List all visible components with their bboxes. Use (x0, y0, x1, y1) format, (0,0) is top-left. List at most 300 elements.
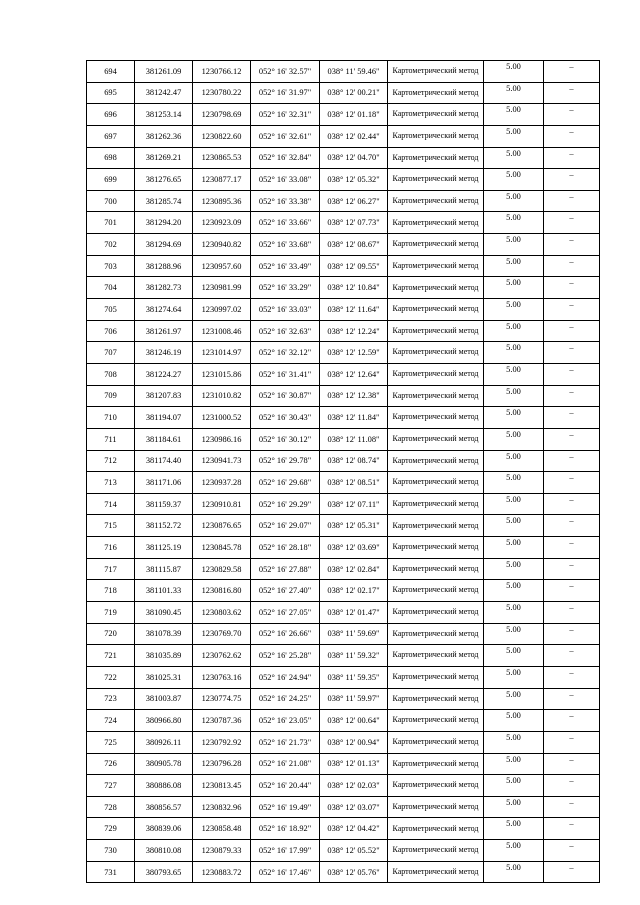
coord-x-cell: 380839.06 (135, 818, 193, 840)
table-row (87, 515, 600, 537)
precision-cell: 5.00 (484, 688, 544, 710)
method-cell: Картометрический метод (388, 645, 484, 667)
table-row (87, 731, 600, 753)
precision-cell: 5.00 (484, 450, 544, 472)
latitude-cell: 052° 16' 33.29" (251, 277, 320, 299)
coord-x-cell: 381246.19 (135, 342, 193, 364)
coord-y-cell: 1230937.28 (193, 472, 251, 494)
coord-y-cell: 1230822.60 (193, 125, 251, 147)
longitude-cell: 038° 12' 11.64" (320, 299, 388, 321)
coord-y-cell: 1231014.97 (193, 342, 251, 364)
table-body (87, 61, 600, 883)
dash-cell: – (544, 169, 600, 191)
longitude-cell: 038° 12' 05.31" (320, 515, 388, 537)
longitude-cell: 038° 12' 04.70" (320, 147, 388, 169)
longitude-cell: 038° 12' 02.84" (320, 558, 388, 580)
latitude-cell: 052° 16' 17.99" (251, 840, 320, 862)
longitude-cell: 038° 12' 00.94" (320, 731, 388, 753)
latitude-cell: 052° 16' 21.73" (251, 731, 320, 753)
longitude-cell: 038° 12' 12.38" (320, 385, 388, 407)
method-cell: Картометрический метод (388, 104, 484, 126)
dash-cell: – (544, 753, 600, 775)
dash-cell: – (544, 775, 600, 797)
coord-x-cell: 381194.07 (135, 407, 193, 429)
method-cell: Картометрический метод (388, 147, 484, 169)
point-number-cell: 714 (87, 493, 135, 515)
latitude-cell: 052° 16' 24.94" (251, 666, 320, 688)
dash-cell: – (544, 688, 600, 710)
point-number-cell: 715 (87, 515, 135, 537)
precision-cell: 5.00 (484, 515, 544, 537)
coord-y-cell: 1230813.45 (193, 775, 251, 797)
coord-y-cell: 1230876.65 (193, 515, 251, 537)
coord-x-cell: 380793.65 (135, 861, 193, 883)
coord-y-cell: 1230829.58 (193, 558, 251, 580)
precision-cell: 5.00 (484, 818, 544, 840)
coord-y-cell: 1230845.78 (193, 537, 251, 559)
precision-cell: 5.00 (484, 363, 544, 385)
precision-cell: 5.00 (484, 385, 544, 407)
coord-y-cell: 1230763.16 (193, 666, 251, 688)
dash-cell: – (544, 558, 600, 580)
table-row (87, 710, 600, 732)
precision-cell: 5.00 (484, 731, 544, 753)
point-number-cell: 730 (87, 840, 135, 862)
coord-y-cell: 1230769.70 (193, 623, 251, 645)
method-cell: Картометрический метод (388, 320, 484, 342)
method-cell: Картометрический метод (388, 818, 484, 840)
coord-y-cell: 1230895.36 (193, 190, 251, 212)
table-row (87, 775, 600, 797)
precision-cell: 5.00 (484, 710, 544, 732)
method-cell: Картометрический метод (388, 602, 484, 624)
precision-cell: 5.00 (484, 428, 544, 450)
dash-cell: – (544, 602, 600, 624)
dash-cell: – (544, 493, 600, 515)
coord-y-cell: 1230910.81 (193, 493, 251, 515)
coord-x-cell: 380966.80 (135, 710, 193, 732)
precision-cell: 5.00 (484, 407, 544, 429)
dash-cell: – (544, 710, 600, 732)
method-cell: Картометрический метод (388, 796, 484, 818)
latitude-cell: 052° 16' 32.57" (251, 61, 320, 83)
coord-x-cell: 381253.14 (135, 104, 193, 126)
coord-x-cell: 381294.69 (135, 234, 193, 256)
latitude-cell: 052° 16' 32.12" (251, 342, 320, 364)
dash-cell: – (544, 277, 600, 299)
table-row (87, 277, 600, 299)
dash-cell: – (544, 818, 600, 840)
method-cell: Картометрический метод (388, 710, 484, 732)
table-row (87, 645, 600, 667)
table-row (87, 82, 600, 104)
precision-cell: 5.00 (484, 277, 544, 299)
coord-y-cell: 1230877.17 (193, 169, 251, 191)
table-row (87, 320, 600, 342)
method-cell: Картометрический метод (388, 623, 484, 645)
dash-cell: – (544, 623, 600, 645)
precision-cell: 5.00 (484, 169, 544, 191)
dash-cell: – (544, 450, 600, 472)
dash-cell: – (544, 104, 600, 126)
precision-cell: 5.00 (484, 299, 544, 321)
longitude-cell: 038° 12' 02.17" (320, 580, 388, 602)
longitude-cell: 038° 12' 04.42" (320, 818, 388, 840)
precision-cell: 5.00 (484, 753, 544, 775)
longitude-cell: 038° 11' 59.32" (320, 645, 388, 667)
precision-cell: 5.00 (484, 82, 544, 104)
dash-cell: – (544, 82, 600, 104)
coord-y-cell: 1230792.92 (193, 731, 251, 753)
coord-y-cell: 1230774.75 (193, 688, 251, 710)
precision-cell: 5.00 (484, 212, 544, 234)
method-cell: Картометрический метод (388, 537, 484, 559)
point-number-cell: 695 (87, 82, 135, 104)
coord-y-cell: 1230816.80 (193, 580, 251, 602)
longitude-cell: 038° 12' 07.11" (320, 493, 388, 515)
precision-cell: 5.00 (484, 666, 544, 688)
dash-cell: – (544, 190, 600, 212)
precision-cell: 5.00 (484, 623, 544, 645)
dash-cell: – (544, 385, 600, 407)
coord-y-cell: 1230832.96 (193, 796, 251, 818)
coord-x-cell: 381025.31 (135, 666, 193, 688)
point-number-cell: 710 (87, 407, 135, 429)
dash-cell: – (544, 666, 600, 688)
method-cell: Картометрический метод (388, 428, 484, 450)
table-row (87, 342, 600, 364)
latitude-cell: 052° 16' 33.08" (251, 169, 320, 191)
latitude-cell: 052° 16' 29.78" (251, 450, 320, 472)
latitude-cell: 052° 16' 21.08" (251, 753, 320, 775)
coord-y-cell: 1230858.48 (193, 818, 251, 840)
method-cell: Картометрический метод (388, 493, 484, 515)
precision-cell: 5.00 (484, 580, 544, 602)
point-number-cell: 716 (87, 537, 135, 559)
dash-cell: – (544, 320, 600, 342)
point-number-cell: 704 (87, 277, 135, 299)
precision-cell: 5.00 (484, 472, 544, 494)
coord-x-cell: 381262.36 (135, 125, 193, 147)
coord-y-cell: 1230957.60 (193, 255, 251, 277)
latitude-cell: 052° 16' 19.49" (251, 796, 320, 818)
coord-x-cell: 381035.89 (135, 645, 193, 667)
coord-x-cell: 380886.08 (135, 775, 193, 797)
dash-cell: – (544, 428, 600, 450)
precision-cell: 5.00 (484, 61, 544, 83)
dash-cell: – (544, 840, 600, 862)
dash-cell: – (544, 147, 600, 169)
table-row (87, 407, 600, 429)
longitude-cell: 038° 12' 11.08" (320, 428, 388, 450)
coord-x-cell: 381101.33 (135, 580, 193, 602)
precision-cell: 5.00 (484, 602, 544, 624)
coord-y-cell: 1230865.53 (193, 147, 251, 169)
latitude-cell: 052° 16' 26.66" (251, 623, 320, 645)
coordinates-table (86, 60, 600, 883)
longitude-cell: 038° 11' 59.69" (320, 623, 388, 645)
table-row (87, 580, 600, 602)
method-cell: Картометрический метод (388, 277, 484, 299)
coord-x-cell: 381242.47 (135, 82, 193, 104)
point-number-cell: 721 (87, 645, 135, 667)
coord-x-cell: 381285.74 (135, 190, 193, 212)
longitude-cell: 038° 12' 12.64" (320, 363, 388, 385)
method-cell: Картометрический метод (388, 190, 484, 212)
table-row (87, 169, 600, 191)
coord-x-cell: 381115.87 (135, 558, 193, 580)
point-number-cell: 709 (87, 385, 135, 407)
point-number-cell: 718 (87, 580, 135, 602)
coord-y-cell: 1230940.82 (193, 234, 251, 256)
coord-y-cell: 1231008.46 (193, 320, 251, 342)
method-cell: Картометрический метод (388, 82, 484, 104)
precision-cell: 5.00 (484, 796, 544, 818)
precision-cell: 5.00 (484, 147, 544, 169)
table-row (87, 537, 600, 559)
precision-cell: 5.00 (484, 104, 544, 126)
coord-y-cell: 1230780.22 (193, 82, 251, 104)
point-number-cell: 725 (87, 731, 135, 753)
point-number-cell: 728 (87, 796, 135, 818)
latitude-cell: 052° 16' 32.63" (251, 320, 320, 342)
longitude-cell: 038° 12' 08.51" (320, 472, 388, 494)
method-cell: Картометрический метод (388, 212, 484, 234)
latitude-cell: 052° 16' 27.40" (251, 580, 320, 602)
latitude-cell: 052° 16' 17.46" (251, 861, 320, 883)
latitude-cell: 052° 16' 23.05" (251, 710, 320, 732)
latitude-cell: 052° 16' 33.49" (251, 255, 320, 277)
coord-x-cell: 381261.09 (135, 61, 193, 83)
longitude-cell: 038° 11' 59.46" (320, 61, 388, 83)
point-number-cell: 700 (87, 190, 135, 212)
point-number-cell: 711 (87, 428, 135, 450)
table-row (87, 104, 600, 126)
dash-cell: – (544, 580, 600, 602)
point-number-cell: 703 (87, 255, 135, 277)
method-cell: Картометрический метод (388, 342, 484, 364)
coord-y-cell: 1230941.73 (193, 450, 251, 472)
method-cell: Картометрический метод (388, 558, 484, 580)
table-row (87, 234, 600, 256)
dash-cell: – (544, 61, 600, 83)
dash-cell: – (544, 515, 600, 537)
dash-cell: – (544, 234, 600, 256)
precision-cell: 5.00 (484, 255, 544, 277)
coord-x-cell: 381294.20 (135, 212, 193, 234)
coord-x-cell: 381276.65 (135, 169, 193, 191)
table-row (87, 666, 600, 688)
precision-cell: 5.00 (484, 125, 544, 147)
latitude-cell: 052° 16' 27.88" (251, 558, 320, 580)
table-row (87, 255, 600, 277)
coord-y-cell: 1230798.69 (193, 104, 251, 126)
coord-y-cell: 1231010.82 (193, 385, 251, 407)
point-number-cell: 720 (87, 623, 135, 645)
longitude-cell: 038° 12' 09.55" (320, 255, 388, 277)
table-row (87, 61, 600, 83)
latitude-cell: 052° 16' 25.28" (251, 645, 320, 667)
precision-cell: 5.00 (484, 320, 544, 342)
coord-y-cell: 1230766.12 (193, 61, 251, 83)
coord-x-cell: 381078.39 (135, 623, 193, 645)
coord-y-cell: 1231015.86 (193, 363, 251, 385)
coord-x-cell: 381261.97 (135, 320, 193, 342)
method-cell: Картометрический метод (388, 688, 484, 710)
coord-y-cell: 1230883.72 (193, 861, 251, 883)
method-cell: Картометрический метод (388, 840, 484, 862)
latitude-cell: 052° 16' 32.31" (251, 104, 320, 126)
method-cell: Картометрический метод (388, 472, 484, 494)
point-number-cell: 698 (87, 147, 135, 169)
table-row (87, 861, 600, 883)
coord-x-cell: 381224.27 (135, 363, 193, 385)
coord-y-cell: 1230879.33 (193, 840, 251, 862)
method-cell: Картометрический метод (388, 861, 484, 883)
dash-cell: – (544, 731, 600, 753)
coord-y-cell: 1230986.16 (193, 428, 251, 450)
point-number-cell: 697 (87, 125, 135, 147)
method-cell: Картометрический метод (388, 125, 484, 147)
coord-x-cell: 381152.72 (135, 515, 193, 537)
point-number-cell: 717 (87, 558, 135, 580)
dash-cell: – (544, 472, 600, 494)
table-row (87, 472, 600, 494)
dash-cell: – (544, 861, 600, 883)
longitude-cell: 038° 11' 59.35" (320, 666, 388, 688)
coord-x-cell: 381090.45 (135, 602, 193, 624)
coord-y-cell: 1231000.52 (193, 407, 251, 429)
precision-cell: 5.00 (484, 190, 544, 212)
point-number-cell: 707 (87, 342, 135, 364)
coord-x-cell: 381288.96 (135, 255, 193, 277)
table-row (87, 125, 600, 147)
point-number-cell: 699 (87, 169, 135, 191)
dash-cell: – (544, 212, 600, 234)
coord-x-cell: 381003.87 (135, 688, 193, 710)
longitude-cell: 038° 11' 59.97" (320, 688, 388, 710)
precision-cell: 5.00 (484, 234, 544, 256)
table-row (87, 688, 600, 710)
longitude-cell: 038° 12' 08.74" (320, 450, 388, 472)
table-row (87, 753, 600, 775)
method-cell: Картометрический метод (388, 255, 484, 277)
point-number-cell: 723 (87, 688, 135, 710)
longitude-cell: 038° 12' 00.21" (320, 82, 388, 104)
longitude-cell: 038° 12' 12.24" (320, 320, 388, 342)
latitude-cell: 052° 16' 24.25" (251, 688, 320, 710)
method-cell: Картометрический метод (388, 169, 484, 191)
method-cell: Картометрический метод (388, 234, 484, 256)
method-cell: Картометрический метод (388, 450, 484, 472)
latitude-cell: 052° 16' 33.68" (251, 234, 320, 256)
coord-x-cell: 381274.64 (135, 299, 193, 321)
coord-x-cell: 380856.57 (135, 796, 193, 818)
longitude-cell: 038° 12' 01.13" (320, 753, 388, 775)
coord-y-cell: 1230981.99 (193, 277, 251, 299)
point-number-cell: 731 (87, 861, 135, 883)
point-number-cell: 712 (87, 450, 135, 472)
table-row (87, 840, 600, 862)
table-row (87, 299, 600, 321)
precision-cell: 5.00 (484, 645, 544, 667)
longitude-cell: 038° 12' 07.73" (320, 212, 388, 234)
longitude-cell: 038° 12' 01.47" (320, 602, 388, 624)
latitude-cell: 052° 16' 28.18" (251, 537, 320, 559)
dash-cell: – (544, 796, 600, 818)
longitude-cell: 038° 12' 05.32" (320, 169, 388, 191)
point-number-cell: 722 (87, 666, 135, 688)
coord-y-cell: 1230787.36 (193, 710, 251, 732)
longitude-cell: 038° 12' 08.67" (320, 234, 388, 256)
coord-x-cell: 380810.08 (135, 840, 193, 862)
coord-y-cell: 1230796.28 (193, 753, 251, 775)
point-number-cell: 701 (87, 212, 135, 234)
point-number-cell: 713 (87, 472, 135, 494)
table-row (87, 428, 600, 450)
method-cell: Картометрический метод (388, 666, 484, 688)
latitude-cell: 052° 16' 27.05" (251, 602, 320, 624)
table-row (87, 450, 600, 472)
coord-x-cell: 381159.37 (135, 493, 193, 515)
longitude-cell: 038° 12' 11.84" (320, 407, 388, 429)
latitude-cell: 052° 16' 32.61" (251, 125, 320, 147)
coord-y-cell: 1230997.02 (193, 299, 251, 321)
point-number-cell: 729 (87, 818, 135, 840)
method-cell: Картометрический метод (388, 61, 484, 83)
longitude-cell: 038° 12' 03.69" (320, 537, 388, 559)
precision-cell: 5.00 (484, 775, 544, 797)
dash-cell: – (544, 645, 600, 667)
coord-x-cell: 381207.83 (135, 385, 193, 407)
table-row (87, 363, 600, 385)
latitude-cell: 052° 16' 33.03" (251, 299, 320, 321)
longitude-cell: 038° 12' 02.44" (320, 125, 388, 147)
dash-cell: – (544, 342, 600, 364)
coord-x-cell: 381125.19 (135, 537, 193, 559)
coord-y-cell: 1230803.62 (193, 602, 251, 624)
method-cell: Картометрический метод (388, 363, 484, 385)
longitude-cell: 038° 12' 06.27" (320, 190, 388, 212)
method-cell: Картометрический метод (388, 731, 484, 753)
longitude-cell: 038° 12' 05.52" (320, 840, 388, 862)
method-cell: Картометрический метод (388, 385, 484, 407)
dash-cell: – (544, 299, 600, 321)
point-number-cell: 706 (87, 320, 135, 342)
coord-x-cell: 381174.40 (135, 450, 193, 472)
table-row (87, 212, 600, 234)
longitude-cell: 038° 12' 00.64" (320, 710, 388, 732)
longitude-cell: 038° 12' 12.59" (320, 342, 388, 364)
method-cell: Картометрический метод (388, 515, 484, 537)
latitude-cell: 052° 16' 29.07" (251, 515, 320, 537)
coord-x-cell: 381269.21 (135, 147, 193, 169)
coord-y-cell: 1230762.62 (193, 645, 251, 667)
table-row (87, 558, 600, 580)
method-cell: Картометрический метод (388, 407, 484, 429)
dash-cell: – (544, 537, 600, 559)
point-number-cell: 726 (87, 753, 135, 775)
table-row (87, 602, 600, 624)
coord-x-cell: 381171.06 (135, 472, 193, 494)
table-row (87, 493, 600, 515)
latitude-cell: 052° 16' 30.43" (251, 407, 320, 429)
coordinates-page (86, 60, 599, 883)
point-number-cell: 719 (87, 602, 135, 624)
latitude-cell: 052° 16' 29.29" (251, 493, 320, 515)
dash-cell: – (544, 363, 600, 385)
dash-cell: – (544, 407, 600, 429)
